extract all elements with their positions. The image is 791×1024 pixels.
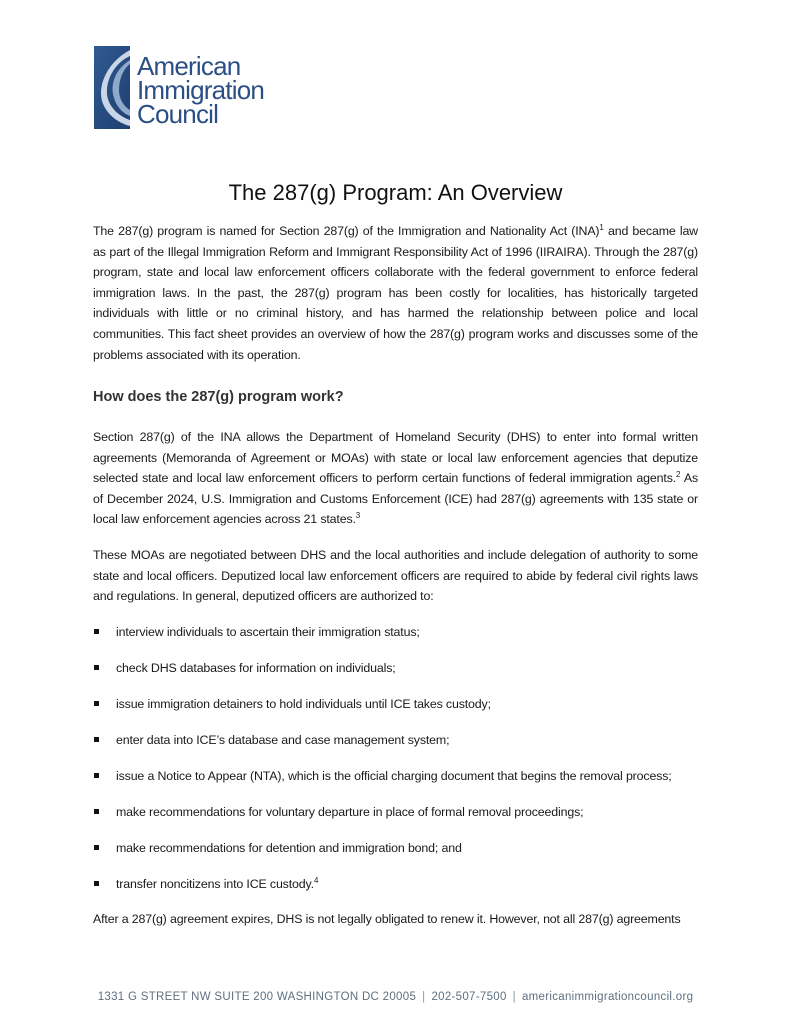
list-item-text: check DHS databases for information on individuals; [116, 661, 396, 675]
footnote-ref-1: 1 [599, 223, 604, 232]
logo-mark-icon [94, 46, 130, 129]
list-item-text: transfer noncitizens into ICE custody. [116, 877, 314, 891]
footer-separator: | [512, 991, 516, 1003]
document-title: The 287(g) Program: An Overview [228, 180, 563, 205]
list-item [93, 838, 713, 874]
bullet-square-icon [94, 665, 99, 670]
list-item [93, 766, 713, 802]
list-item-text: interview individuals to ascertain their immigration status; [116, 625, 420, 639]
bullet-square-icon [94, 773, 99, 778]
section-heading: How does the 287(g) program work? [93, 389, 344, 405]
section-paragraph-2: These MOAs are negotiated between DHS and the local authorities and include delegation of authority to some state and local officers. Deputized local law enforcement officers are required to abide by federal civil rights laws and regulations. In general, deputized officers are authorized to: [93, 548, 698, 604]
bullet-square-icon [94, 845, 99, 850]
bullet-square-icon [94, 629, 99, 634]
organization-logo [94, 46, 294, 130]
list-item-text: issue immigration detainers to hold individuals until ICE takes custody; [116, 697, 491, 711]
list-item-text: make recommendations for voluntary departure in place of formal removal proceedings; [116, 805, 584, 819]
bullet-square-icon [94, 701, 99, 706]
logo-line-1: American [137, 51, 241, 81]
footer-phone: 202-507-7500 [431, 991, 507, 1003]
list-item-text: enter data into ICE’s database and case management system; [116, 733, 450, 747]
page-footer [0, 991, 791, 1003]
footer-website-link[interactable]: americanimmigrationcouncil.org [521, 991, 694, 1003]
list-item [93, 802, 713, 838]
list-item-text: issue a Notice to Appear (NTA), which is the official charging document that begins the removal process; [116, 769, 672, 783]
footnote-ref-4: 4 [313, 876, 319, 885]
section-text-2: As of December 2024, U.S. Immigration and Customs Enforcement (ICE) had 287(g) agreements with 135 state or local law enforcement agencies across 21 states. [93, 471, 698, 527]
intro-paragraph [93, 221, 698, 365]
bullet-square-icon [94, 881, 99, 886]
section-paragraph-1 [93, 427, 698, 530]
section-text-1: Section 287(g) of the INA allows the Department of Homeland Security (DHS) to enter into formal written agreements (Memoranda of Agreement or MOAs) with state or local law enforcement agencies that deputize selected state and local law enforcement officers to perform certain functions of federal immigration agents. [93, 430, 698, 486]
logo-line-3: Council [137, 99, 219, 129]
logo-line-2: Immigration [137, 75, 265, 105]
footer-separator: | [422, 991, 426, 1003]
list-item [93, 694, 713, 730]
bullet-square-icon [94, 809, 99, 814]
list-item-text: make recommendations for detention and immigration bond; and [116, 841, 462, 855]
list-item [93, 874, 713, 910]
bullet-square-icon [94, 737, 99, 742]
list-item [93, 622, 713, 658]
footer-address: 1331 G STREET NW SUITE 200 WASHINGTON DC 20005 [97, 991, 417, 1003]
closing-paragraph: After a 287(g) agreement expires, DHS is not legally obligated to renew it. However, not all 287(g) agreements [93, 912, 681, 926]
footnote-ref-3: 3 [355, 511, 361, 521]
intro-text-2: and became law as part of the Illegal Immigration Reform and Immigrant Responsibility Act of 1996 (IIRAIRA). Through the 287(g) program, state and local law enforcement officers collaborate with the federal government to enforce federal immigration laws. In the past, the 287(g) program has been costly for localities, has historically targeted individuals with little or no criminal history, and has harmed the relationship between police and local communities. This fact sheet provides an overview of how the 287(g) program works and discusses some of the problems associated with its operation. [93, 224, 698, 362]
intro-text-1: The 287(g) program is named for Section 287(g) of the Immigration and Nationality Act (INA) [93, 224, 600, 238]
authorized-functions-list [93, 622, 713, 910]
list-item [93, 730, 713, 766]
list-item [93, 658, 713, 694]
footnote-ref-2: 2 [676, 470, 681, 480]
logo-wordmark [137, 51, 265, 129]
